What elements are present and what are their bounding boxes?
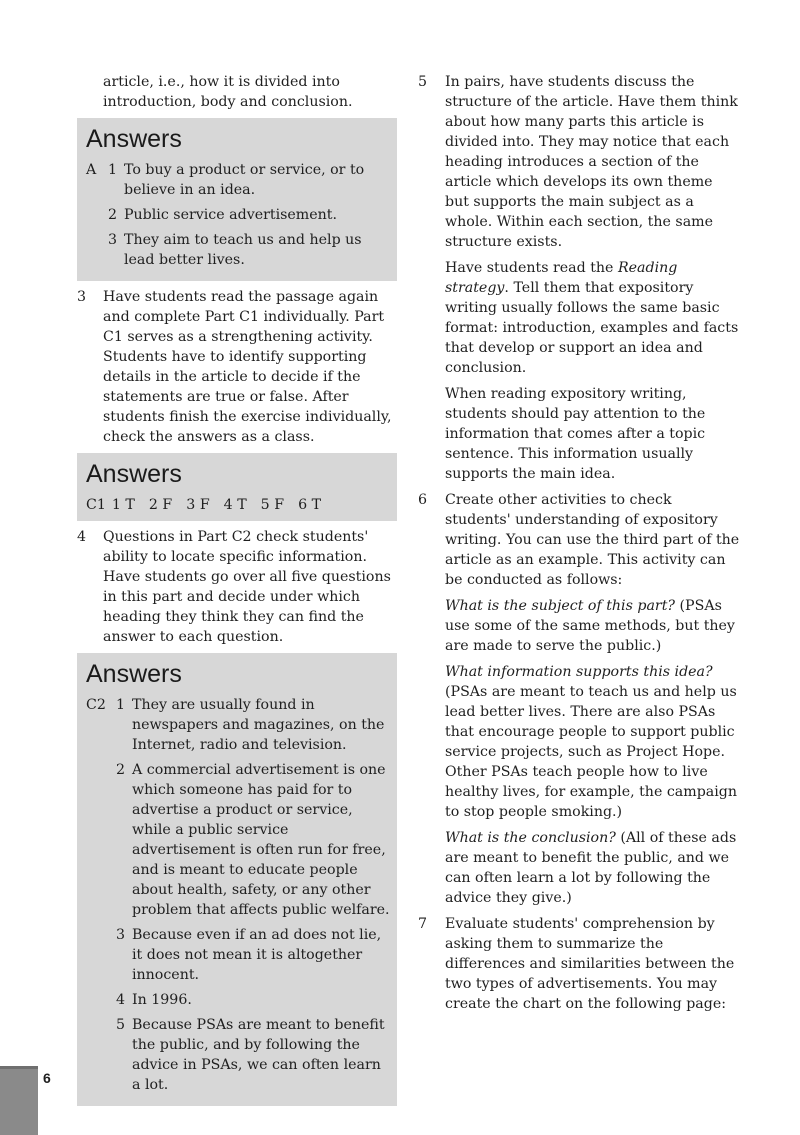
answer-text: They aim to teach us and help us lead better lives. — [124, 232, 362, 268]
answer-text: Because even if an ad does not lie, it does not mean it is altogether innocent. — [132, 927, 382, 983]
paragraph-3 — [77, 287, 397, 447]
answer-text: Public service advertisement. — [124, 207, 338, 223]
answer-number: 3 — [116, 927, 126, 943]
section-label: A — [86, 162, 97, 178]
reading-strategy-term: Reading strategy — [445, 260, 678, 296]
answer-item — [108, 160, 393, 200]
section-label: C2 — [86, 697, 106, 713]
question-answer: (PSAs are meant to teach us and help us lead better lives. There are also PSAs that encourage people to support public service projects, such as Project Hope. Other PSAs teach people how to live healthy lives, for example, the campaign to stop people smoking.) — [445, 684, 738, 820]
paragraph-text: Questions in Part C2 check students' ability to locate specific information. Have students go over all five questions in this part and decide under which heading they think they can find the answer to each question. — [103, 529, 391, 645]
true-false-answers — [86, 495, 393, 515]
left-column — [77, 72, 397, 1112]
tf-answer: 5 F — [260, 497, 285, 513]
paragraph-number: 4 — [77, 529, 87, 545]
answer-text: A commercial advertisement is one which someone has paid for to advertise a product or service, while a public service advertisement is often run for free, and is meant to educate people about health, safety, or any other problem that affects public welfare. — [132, 762, 390, 918]
answer-item — [108, 205, 393, 225]
text-run: . Tell them that expository writing usually follows the same basic format: introduction, examples and facts that develop or support an idea and conclusion. — [445, 280, 739, 376]
paragraph-7 — [418, 914, 740, 1014]
reading-strategy-paragraph — [418, 258, 740, 378]
tf-answer: 3 F — [186, 497, 210, 513]
section-label: C1 — [86, 497, 106, 513]
question-subject — [418, 596, 740, 656]
question-supporting-info — [418, 662, 740, 822]
intro-text: article, i.e., how it is divided into introduction, body and conclusion. — [103, 74, 353, 110]
question-conclusion — [418, 828, 740, 908]
intro-paragraph — [77, 72, 397, 112]
answers-box-c2 — [77, 653, 397, 1106]
answer-number: 3 — [108, 232, 118, 248]
answers-title: Answers — [86, 125, 182, 153]
tf-answer: 4 T — [223, 497, 247, 513]
answer-item — [116, 1015, 393, 1095]
answer-item — [116, 695, 393, 755]
answers-title: Answers — [86, 460, 182, 488]
page-corner-tab — [0, 1066, 38, 1135]
tf-answer: 2 F — [148, 497, 173, 513]
paragraph-text: Have students read the passage again and complete Part C1 individually. Part C1 serves as a strengthening activity. Students have to identify supporting details in the article to decide if the statements are true or false. After students finish the exercise individually, check the answers as a class. — [103, 289, 392, 445]
question-text: What is the subject of this part? — [445, 598, 676, 614]
answers-box-c1 — [77, 453, 397, 521]
answer-number: 5 — [116, 1017, 126, 1033]
question-answer: (PSAs use some of the same methods, but they are made to serve the public.) — [445, 598, 735, 654]
paragraph-number: 7 — [418, 916, 428, 932]
paragraph-4 — [77, 527, 397, 647]
paragraph-number: 5 — [418, 74, 428, 90]
answer-item — [116, 760, 393, 920]
paragraph-6 — [418, 490, 740, 590]
page-number: 6 — [43, 1070, 51, 1086]
paragraph-number: 3 — [77, 289, 87, 305]
paragraph-text: Create other activities to check students' understanding of expository writing. You can use the third part of the article as an example. This activity can be conducted as follows: — [445, 492, 740, 588]
question-text: What is the conclusion? — [445, 830, 616, 846]
question-answer: (All of these ads are meant to benefit the public, and we can often learn a lot by following the advice they give.) — [445, 830, 737, 906]
answers-box-a — [77, 118, 397, 281]
tf-answer: 6 T — [298, 497, 322, 513]
paragraph-text: In pairs, have students discuss the structure of the article. Have them think about how many parts this article is divided into. They may notice that each heading introduces a section of the article which develops its own theme but supports the main subject as a whole. Within each section, the same structure exists. — [445, 74, 738, 250]
answer-number: 1 — [108, 162, 118, 178]
answer-text: They are usually found in newspapers and magazines, on the Internet, radio and television. — [132, 697, 385, 753]
paragraph-number: 6 — [418, 492, 428, 508]
answer-item — [108, 230, 393, 270]
paragraph-5 — [418, 72, 740, 252]
answer-text: In 1996. — [132, 992, 192, 1008]
answer-number: 2 — [116, 762, 126, 778]
answers-title: Answers — [86, 660, 182, 688]
question-text: What information supports this idea? — [445, 664, 713, 680]
answer-item — [116, 990, 393, 1010]
tf-answer: 1 T — [111, 497, 135, 513]
answer-number: 1 — [116, 697, 126, 713]
answer-item — [116, 925, 393, 985]
answer-text: Because PSAs are meant to benefit the public, and by following the advice in PSAs, we can often learn a lot. — [132, 1017, 385, 1093]
paragraph-text: When reading expository writing, students should pay attention to the information that comes after a topic sentence. This information usually supports the main idea. — [445, 386, 706, 482]
answer-text: To buy a product or service, or to believe in an idea. — [124, 162, 365, 198]
expository-note-paragraph — [418, 384, 740, 484]
paragraph-text: Evaluate students' comprehension by asking them to summarize the differences and similarities between the two types of advertisements. You may create the chart on the following page: — [445, 916, 735, 1012]
answer-number: 2 — [108, 207, 118, 223]
right-column — [418, 72, 740, 1020]
text-run: Have students read the — [445, 260, 618, 276]
answer-number: 4 — [116, 992, 126, 1008]
